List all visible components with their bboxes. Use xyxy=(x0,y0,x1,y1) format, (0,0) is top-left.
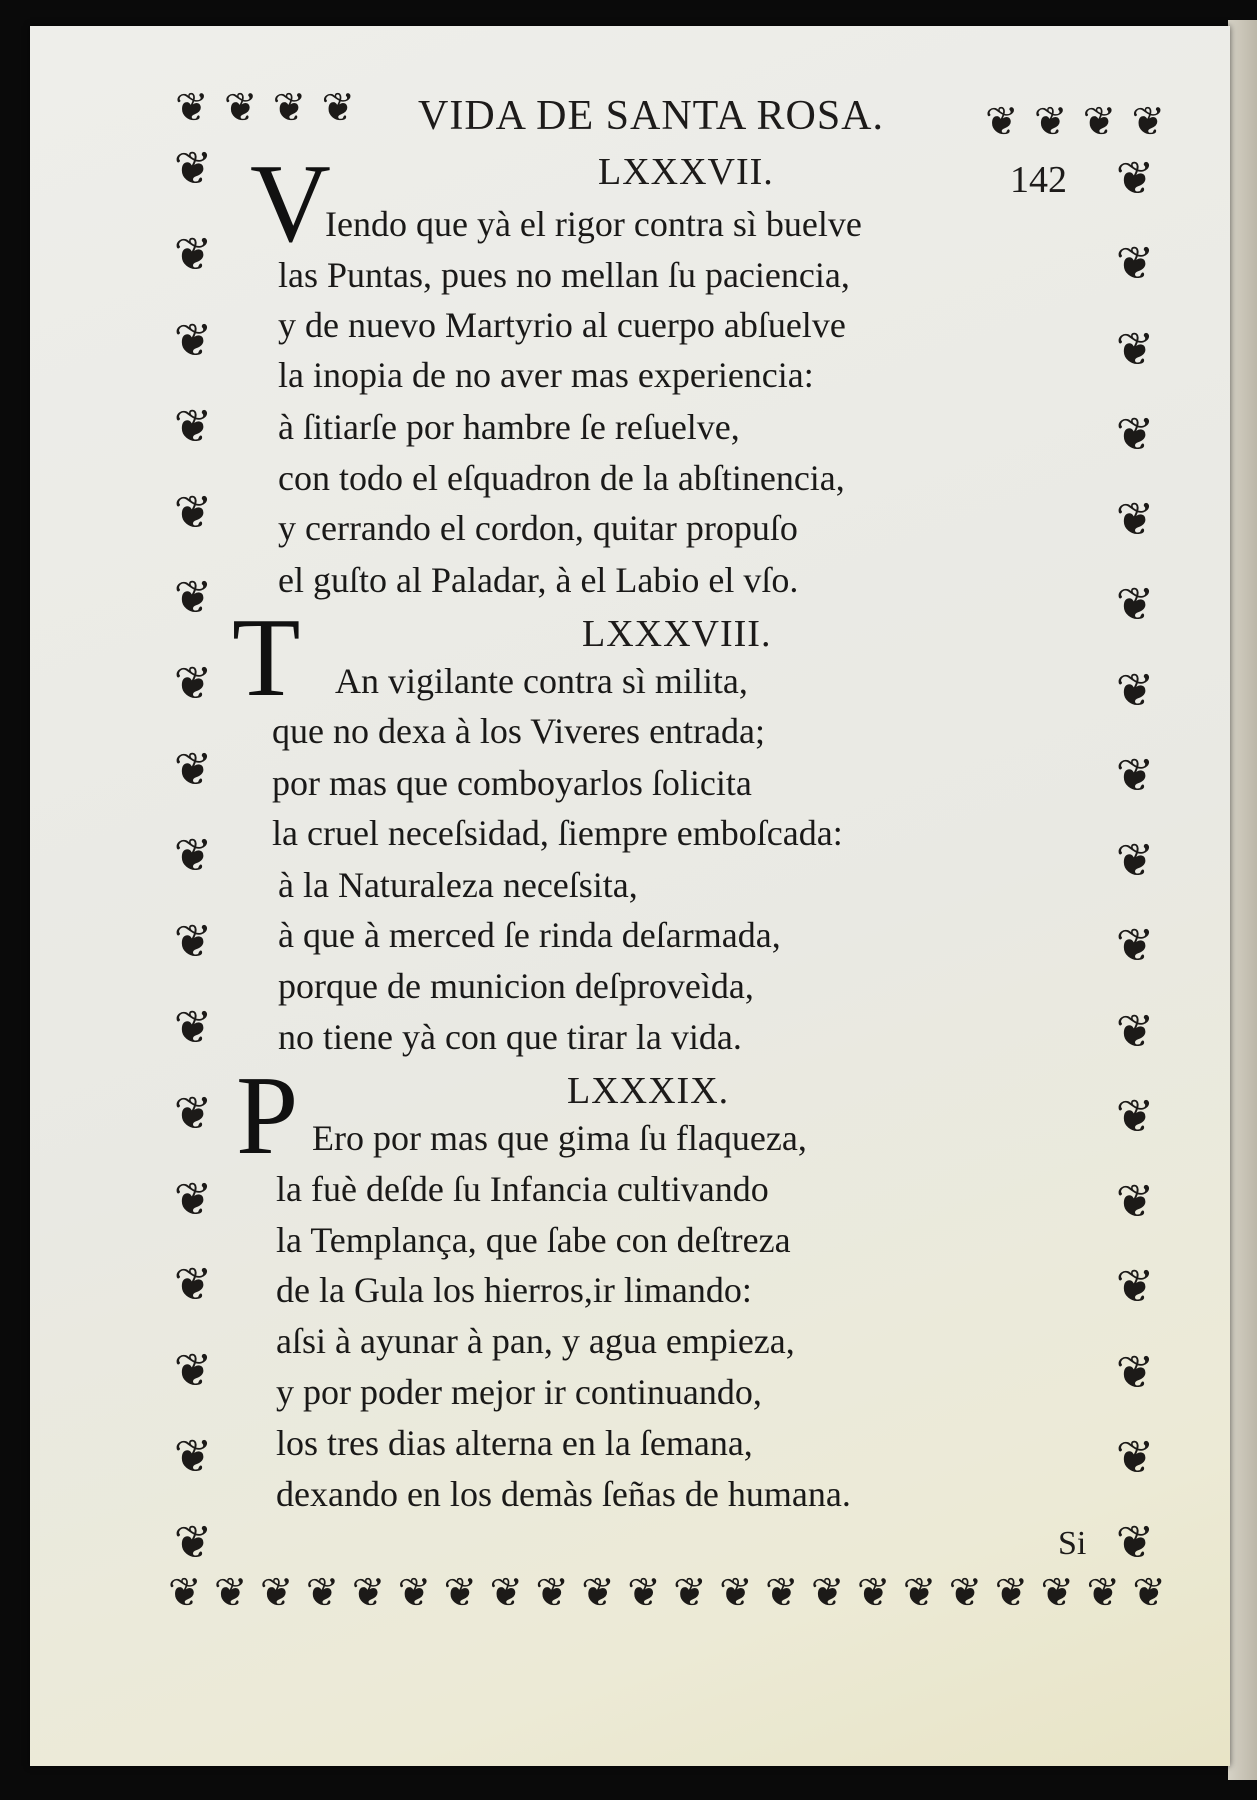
fleuron-icon: ❦ xyxy=(272,85,307,131)
fleuron-icon: ❦ xyxy=(581,1570,615,1616)
verse-line: à ſitiarſe por hambre ſe reſuelve, xyxy=(278,407,740,447)
verse-line: la Templança, que ſabe con deſtreza xyxy=(276,1220,791,1260)
fleuron-icon: ❦ xyxy=(1115,1344,1155,1399)
stanza-numeral: LXXXVII. xyxy=(598,151,774,193)
fleuron-icon: ❦ xyxy=(175,85,209,131)
verse-line: y cerrando el cordon, quitar propuſo xyxy=(278,508,798,548)
fleuron-icon: ❦ xyxy=(1115,918,1155,973)
fleuron-icon: ❦ xyxy=(173,1429,213,1484)
fleuron-icon: ❦ xyxy=(321,85,355,131)
verse-line: à que à merced ſe rinda deſarmada, xyxy=(278,915,781,955)
fleuron-icon: ❦ xyxy=(173,913,213,968)
fleuron-icon: ❦ xyxy=(443,1570,478,1616)
fleuron-icon: ❦ xyxy=(1131,99,1165,145)
stanza-numeral: LXXXVIII. xyxy=(582,613,772,655)
fleuron-icon: ❦ xyxy=(948,1570,983,1616)
fleuron-icon: ❦ xyxy=(1115,1174,1155,1228)
fleuron-icon: ❦ xyxy=(1115,1088,1155,1143)
verse-line: porque de municion deſproveìda, xyxy=(278,966,754,1006)
verse-line: la fuè deſde ſu Infancia cultivando xyxy=(276,1169,769,1209)
fleuron-icon: ❦ xyxy=(1115,833,1155,887)
fleuron-icon: ❦ xyxy=(1115,236,1155,291)
fleuron-icon: ❦ xyxy=(305,1570,340,1616)
fleuron-icon: ❦ xyxy=(351,1570,386,1616)
fleuron-icon: ❦ xyxy=(856,1570,891,1616)
verse-line: las Puntas, pues no mellan ſu paciencia, xyxy=(278,255,850,295)
fleuron-icon: ❦ xyxy=(173,141,213,195)
fleuron-icon: ❦ xyxy=(173,1515,213,1569)
fleuron-icon: ❦ xyxy=(397,1570,432,1616)
page-number: 142 xyxy=(1010,159,1067,201)
fleuron-icon: ❦ xyxy=(1115,1259,1155,1314)
verse-line: no tiene yà con que tirar la vida. xyxy=(278,1017,742,1057)
drop-cap-initial: V xyxy=(250,142,331,266)
fleuron-icon: ❦ xyxy=(1115,1515,1155,1569)
verse-line: los tres dias alterna en la ſemana, xyxy=(276,1423,753,1463)
fleuron-icon: ❦ xyxy=(1040,1570,1075,1616)
catchword: Si xyxy=(1058,1525,1087,1562)
verse-line: y de nuevo Martyrio al cuerpo abſuelve xyxy=(278,305,846,345)
fleuron-icon: ❦ xyxy=(173,656,213,711)
ornamental-border-right xyxy=(1110,151,1160,1569)
verse-line: y por poder mejor ir continuando, xyxy=(276,1372,762,1412)
fleuron-icon: ❦ xyxy=(764,1570,799,1616)
fleuron-icon: ❦ xyxy=(902,1570,937,1616)
verse-line: Iendo que yà el rigor contra sì buelve xyxy=(325,204,862,244)
fleuron-icon: ❦ xyxy=(1115,1429,1155,1484)
ornamental-border-top-right xyxy=(985,99,1165,145)
verse-line: Ero por mas que gima ſu flaqueza, xyxy=(312,1118,807,1158)
verse-line: de la Gula los hierros,ir limando: xyxy=(276,1270,752,1310)
running-header-title: VIDA DE SANTA ROSA. xyxy=(418,93,885,139)
fleuron-icon: ❦ xyxy=(627,1570,661,1616)
verse-line: con todo el eſquadron de la abſtinencia, xyxy=(278,458,845,498)
fleuron-icon: ❦ xyxy=(168,1570,202,1616)
verse-line: por mas que comboyarlos ſolicita xyxy=(272,763,752,803)
fleuron-icon: ❦ xyxy=(173,999,213,1054)
fleuron-icon: ❦ xyxy=(173,398,213,453)
fleuron-icon: ❦ xyxy=(489,1570,523,1616)
fleuron-icon: ❦ xyxy=(173,828,213,882)
fleuron-icon: ❦ xyxy=(1115,406,1155,461)
fleuron-icon: ❦ xyxy=(1115,151,1155,205)
fleuron-icon: ❦ xyxy=(1132,1570,1166,1616)
ornamental-border-bottom xyxy=(168,1570,1166,1616)
verse-line: que no dexa à los Viveres entrada; xyxy=(272,711,765,751)
verse-line: dexando en los demàs ſeñas de humana. xyxy=(276,1474,851,1514)
verse-line: An vigilante contra sì milita, xyxy=(335,661,748,701)
fleuron-icon: ❦ xyxy=(173,312,213,367)
fleuron-icon: ❦ xyxy=(1115,662,1155,717)
fleuron-icon: ❦ xyxy=(1086,1570,1120,1616)
ornamental-border-top-left xyxy=(175,85,355,131)
ornamental-border-left xyxy=(168,141,218,1569)
facing-page-edge xyxy=(1228,20,1257,1780)
fleuron-icon: ❦ xyxy=(173,742,213,797)
fleuron-icon: ❦ xyxy=(719,1570,753,1616)
fleuron-icon: ❦ xyxy=(985,99,1019,145)
fleuron-icon: ❦ xyxy=(673,1570,707,1616)
fleuron-icon: ❦ xyxy=(1115,1003,1155,1058)
fleuron-icon: ❦ xyxy=(173,484,213,539)
fleuron-icon: ❦ xyxy=(223,85,258,131)
fleuron-icon: ❦ xyxy=(173,1343,213,1398)
fleuron-icon: ❦ xyxy=(1033,99,1068,145)
fleuron-icon: ❦ xyxy=(173,1085,213,1140)
fleuron-icon: ❦ xyxy=(173,1171,213,1226)
fleuron-icon: ❦ xyxy=(259,1570,294,1616)
verse-line: à la Naturaleza neceſsita, xyxy=(278,865,638,905)
fleuron-icon: ❦ xyxy=(994,1570,1029,1616)
fleuron-icon: ❦ xyxy=(1115,321,1155,376)
stanza-numeral: LXXXIX. xyxy=(567,1070,730,1112)
drop-cap-initial: P xyxy=(236,1054,299,1178)
fleuron-icon: ❦ xyxy=(213,1570,248,1616)
fleuron-icon: ❦ xyxy=(1115,577,1155,632)
fleuron-icon: ❦ xyxy=(1115,747,1155,802)
verse-line: aſsi à ayunar à pan, y agua empieza, xyxy=(276,1321,795,1361)
fleuron-icon: ❦ xyxy=(810,1570,845,1616)
fleuron-icon: ❦ xyxy=(1082,99,1117,145)
fleuron-icon: ❦ xyxy=(173,570,213,625)
verse-line: el guſto al Paladar, à el Labio el vſo. xyxy=(278,560,799,600)
verse-line: la cruel neceſsidad, ſiempre emboſcada: xyxy=(272,813,843,853)
fleuron-icon: ❦ xyxy=(173,1257,213,1312)
verse-line: la inopia de no aver mas experiencia: xyxy=(278,355,814,395)
fleuron-icon: ❦ xyxy=(173,226,213,281)
drop-cap-initial: T xyxy=(232,596,301,720)
fleuron-icon: ❦ xyxy=(1115,492,1155,546)
fleuron-icon: ❦ xyxy=(535,1570,569,1616)
